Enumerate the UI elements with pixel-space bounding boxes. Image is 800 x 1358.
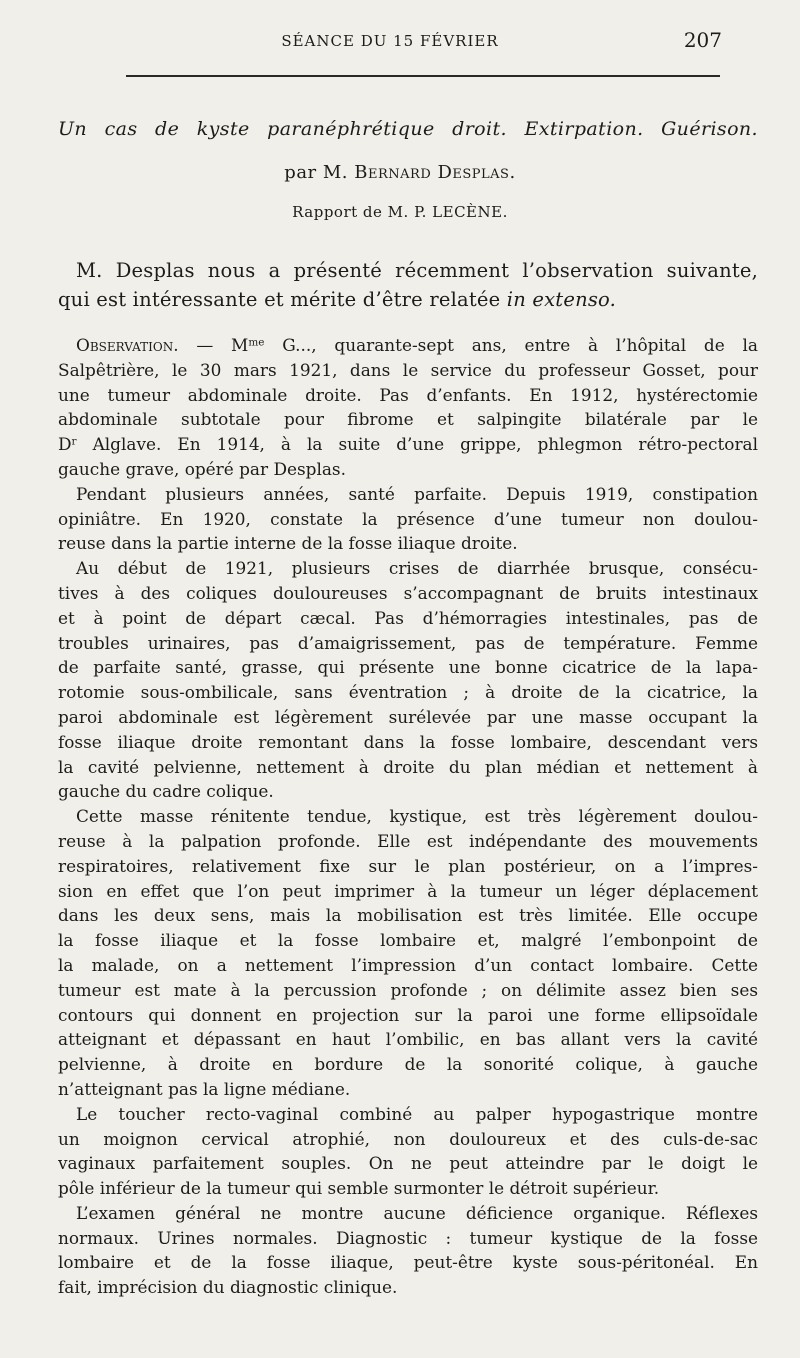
intro-line-2: [58, 285, 758, 314]
text-line: contours qui donnent en projection sur la paroi une forme ellipsoïdale: [58, 1004, 758, 1025]
text-line: vaginaux parfaitement souples. On ne peut atteindre par le doigt le: [58, 1153, 758, 1174]
text-line: Cette masse rénitente tendue, kystique, est très légèrement doulou-: [76, 806, 758, 827]
text-line: Le toucher recto-vaginal combiné au palper hypogastrique montre: [76, 1103, 758, 1124]
text-line: lombaire et de la fosse iliaque, peut-être kyste sous-péritonéal. En: [58, 1252, 758, 1273]
text-line: normaux. Urines normales. Diagnostic : tumeur kystique de la fosse: [58, 1227, 758, 1248]
intro-line-1: M. Desplas nous a présenté récemment l’observation suivante,: [76, 259, 758, 282]
text-line: la cavité pelvienne, nettement à droite du plan médian et nettement à: [58, 756, 758, 777]
paragraph: [58, 804, 758, 1102]
page-number: 207: [683, 28, 722, 52]
running-head-title: SÉANCE DU 15 FÉVRIER: [281, 32, 499, 50]
text-line: atteignant et dépassant en haut l’ombilic, en bas allant vers la cavité: [58, 1029, 758, 1050]
text-line: opiniâtre. En 1920, constate la présence d’une tumeur non doulou-: [58, 508, 758, 529]
dr-prefix: D: [58, 434, 72, 455]
intro-paragraph: [58, 256, 758, 314]
text-line: et à point de départ cæcal. Pas d’hémorragies intestinales, pas de: [58, 607, 758, 628]
text-line: pôle inférieur de la tumeur qui semble surmonter le détroit supérieur.: [58, 1178, 660, 1199]
author-name: Bernard Desplas.: [354, 162, 516, 183]
text-line: paroi abdominale est légèrement surélevée par une masse occupant la: [58, 706, 758, 727]
text-line: respiratoires, relativement fixe sur le plan postérieur, on a l’impres-: [58, 855, 758, 876]
dr-superscript: r: [71, 435, 77, 448]
header-rule: [126, 75, 720, 77]
text-line: tumeur est mate à la percussion profonde ; on délimite assez bien ses: [58, 979, 758, 1000]
text-line: de parfaite santé, grasse, qui présente une bonne cicatrice de la lapa-: [58, 657, 758, 678]
text-line: dans les deux sens, mais la mobilisation est très limitée. Elle occupe: [58, 905, 758, 926]
observation-line: une tumeur abdominale droite. Pas d’enfants. En 1912, hystérectomie: [58, 384, 758, 405]
text-line: sion en effet que l’on peut imprimer à la tumeur un léger déplacement: [58, 880, 758, 901]
author-line: [0, 162, 800, 183]
observation-line-rest: G..., quarante-sept ans, entre à l’hôpital de la: [264, 335, 758, 355]
observation-line: gauche grave, opéré par Desplas.: [58, 458, 346, 479]
text-line: n’atteignant pas la ligne médiane.: [58, 1078, 351, 1099]
text-line: fosse iliaque droite remontant dans la fosse lombaire, descendant vers: [58, 731, 758, 752]
observation-body: [58, 333, 758, 1300]
article-title: Un cas de kyste paranéphrétique droit. Extirpation. Guérison.: [58, 118, 758, 140]
intro-line-2-text: qui est intéressante et mérite d’être relatée: [58, 288, 507, 311]
text-line: Au début de 1921, plusieurs crises de diarrhée brusque, consécu-: [76, 558, 758, 579]
text-line: tives à des coliques douloureuses s’accompagnant de bruits intestinaux: [58, 582, 758, 603]
dr-line-rest: Alglave. En 1914, à la suite d’une grippe, phlegmon rétro-pectoral: [76, 434, 758, 455]
mme-superscript: me: [248, 336, 265, 349]
observation-first-line: [58, 333, 758, 358]
paragraph: [58, 482, 758, 556]
text-line: fait, imprécision du diagnostic clinique.: [58, 1277, 398, 1298]
text-line: L’examen général ne montre aucune déficience organique. Réflexes: [76, 1202, 758, 1223]
observation-dash: . — M: [173, 335, 249, 355]
text-line: troubles urinaires, pas d’amaigrissement, pas de température. Femme: [58, 632, 758, 653]
text-line: la fosse iliaque et la fosse lombaire et, malgré l’embonpoint de: [58, 930, 758, 951]
text-line: rotomie sous-ombilicale, sans éventration ; à droite de la cicatrice, la: [58, 682, 758, 703]
text-line: Pendant plusieurs années, santé parfaite. Depuis 1919, constipation: [76, 483, 758, 504]
paragraph: [58, 1102, 758, 1201]
observation-label: Observation: [76, 335, 174, 355]
text-line: gauche du cadre colique.: [58, 781, 274, 802]
intro-italic: in extenso.: [506, 288, 617, 311]
observation-line: Salpêtrière, le 30 mars 1921, dans le service du professeur Gosset, pour: [58, 359, 758, 380]
paragraphs-container: [58, 482, 758, 1300]
running-head: [58, 28, 722, 62]
paragraph: [58, 1201, 758, 1300]
text-line: reuse dans la partie interne de la fosse iliaque droite.: [58, 533, 518, 554]
text-line: la malade, on a nettement l’impression d’un contact lombaire. Cette: [58, 954, 758, 975]
observation-dr-line: [58, 432, 758, 457]
observation-line: abdominale subtotale pour fibrome et salpingite bilatérale par le: [58, 409, 758, 430]
text-line: reuse à la palpation profonde. Elle est indépendante des mouvements: [58, 830, 758, 851]
text-line: pelvienne, à droite en bordure de la sonorité colique, à gauche: [58, 1054, 758, 1075]
byline-prefix: par M.: [284, 162, 355, 183]
paragraph: [58, 556, 758, 804]
text-line: un moignon cervical atrophié, non douloureux et des culs-de-sac: [58, 1128, 758, 1149]
report-line: Rapport de M. P. LECÈNE.: [292, 203, 508, 221]
